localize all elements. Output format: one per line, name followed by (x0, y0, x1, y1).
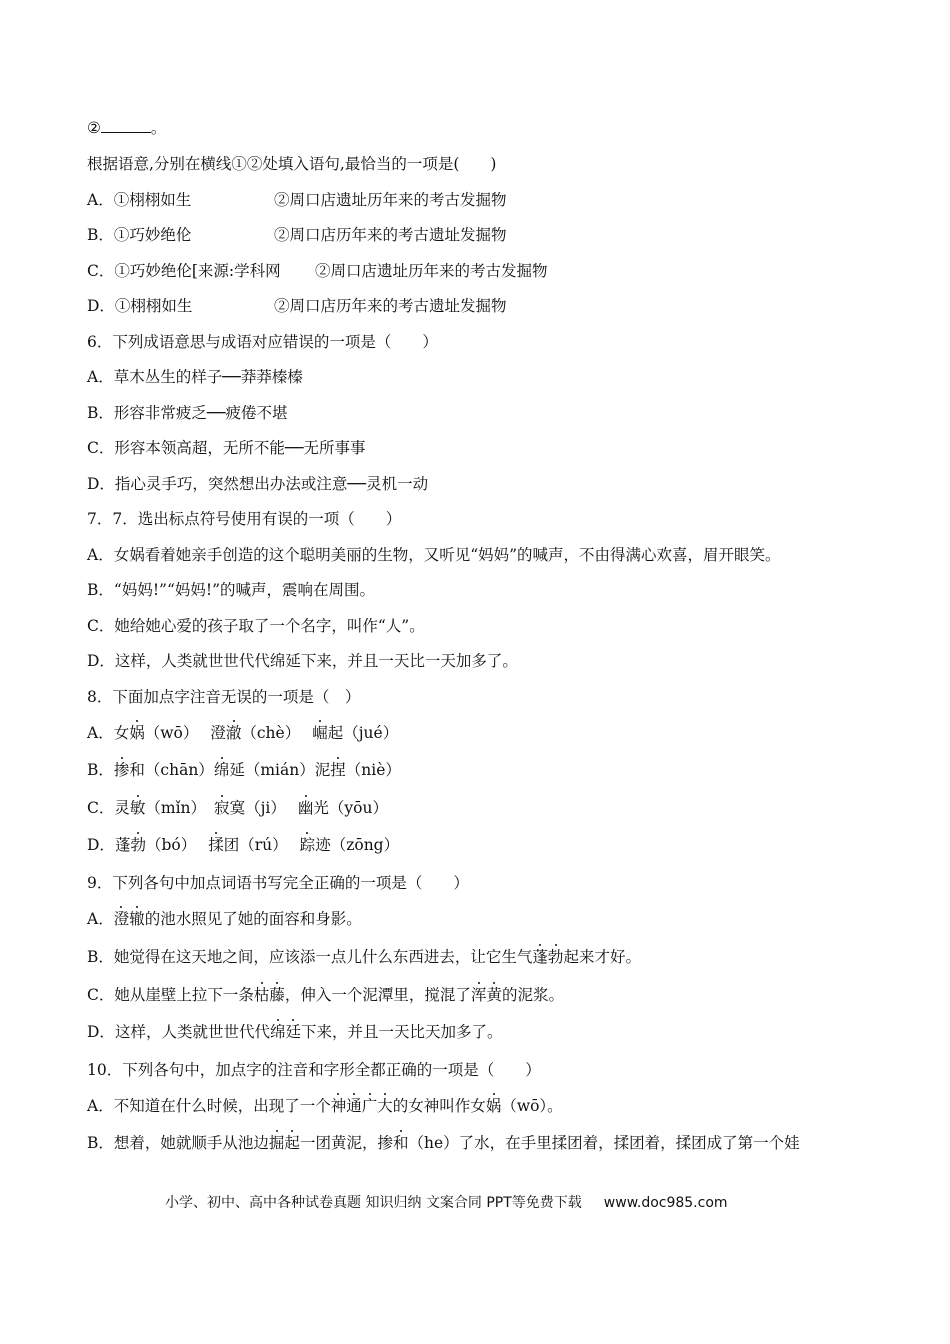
q7-option-c: C．她给她心爱的孩子取了一个名字，叫作“人”。 (87, 617, 425, 635)
q9-option-b: B．她觉得在这天地之间，应该添一点儿什么东西进去，让它生气蓬勃起来才好。 (87, 948, 641, 966)
q6-option-a: A．草木丛生的样子──莽莽榛榛 (87, 368, 303, 386)
q5-option-b: B．①巧妙绝伦 ②周口店历年来的考古遗址发掘物 (87, 226, 507, 244)
q7-option-d: D．这样，人类就世世代代绵延下来，并且一天比一天加多了。 (87, 652, 518, 670)
q6-option-b: B．形容非常疲乏──疲倦不堪 (87, 404, 288, 422)
page-footer (165, 1192, 728, 1212)
q5-option-c: C．①巧妙绝伦[来源:学科网 ②周口店遗址历年来的考古发掘物 (87, 262, 548, 280)
intro-blank-line: ② 。 (87, 119, 167, 137)
q9-option-c: C．她从崖壁上拉下一条枯藤，伸入一个泥潭里，搅混了浑黄的泥浆。 (87, 986, 564, 1004)
circle-number: ② (87, 119, 101, 137)
q8-option-a: A．女娲（wō） 澄澈（chè） 崛起（jué） (87, 724, 399, 742)
q6-option-d: D．指心灵手巧，突然想出办法或注意──灵机一动 (87, 475, 429, 493)
q8-option-d: D．蓬勃（bó） 揉团（rú） 踪迹（zōng） (87, 836, 400, 854)
question-9-stem: 9．下列各句中加点词语书写完全正确的一项是（ ） (87, 874, 469, 892)
question-8-stem: 8．下面加点字注音无误的一项是（ ） (87, 688, 361, 706)
fill-blank (101, 118, 151, 133)
q7-option-a: A．女娲看着她亲手创造的这个聪明美丽的生物，又听见“妈妈”的喊声，不由得满心欢喜，眉开眼笑。 (87, 546, 781, 564)
question-6-stem: 6．下列成语意思与成语对应错误的一项是（ ） (87, 333, 438, 351)
question-7-stem: 7．7．选出标点符号使用有误的一项（ ） (87, 510, 402, 528)
footer-url: www.doc985.com (603, 1195, 728, 1211)
q9-option-a: A．澄辙的池水照见了她的面容和身影。 (87, 910, 362, 928)
q10-option-b: B．想着，她就顺手从池边掘起一团黄泥，掺和（he）了水，在手里揉团着，揉团着，揉团成了第一个娃 (87, 1134, 800, 1152)
q5-option-a: A．①栩栩如生 ②周口店遗址历年来的考古发掘物 (87, 191, 507, 209)
q10-option-a: A．不知道在什么时候，出现了一个神通广大的女神叫作女娲（wō）。 (87, 1097, 563, 1115)
q7-option-b: B．“妈妈!”“妈妈!”的喊声，震响在周围。 (87, 581, 376, 599)
question-10-stem: 10．下列各句中，加点字的注音和字形全都正确的一项是（ ） (87, 1061, 541, 1079)
q8-option-b: B．掺和（chān）绵延（mián）泥捏（niè） (87, 761, 401, 779)
q5-option-d: D．①栩栩如生 ②周口店历年来的考古遗址发掘物 (87, 297, 507, 315)
q9-option-d: D．这样，人类就世世代代绵廷下来，并且一天比天加多了。 (87, 1023, 503, 1041)
q6-option-c: C．形容本领高超，无所不能──无所事事 (87, 439, 366, 457)
q8-option-c: C．灵敏（mǐn） 寂寞（ji） 幽光（yōu） (87, 799, 388, 817)
question-5-stem: 根据语意,分别在横线①②处填入语句,最恰当的一项是( ) (87, 155, 497, 173)
footer-text: 小学、初中、高中各种试卷真题 知识归纳 文案合同 PPT等免费下载 (165, 1195, 582, 1211)
